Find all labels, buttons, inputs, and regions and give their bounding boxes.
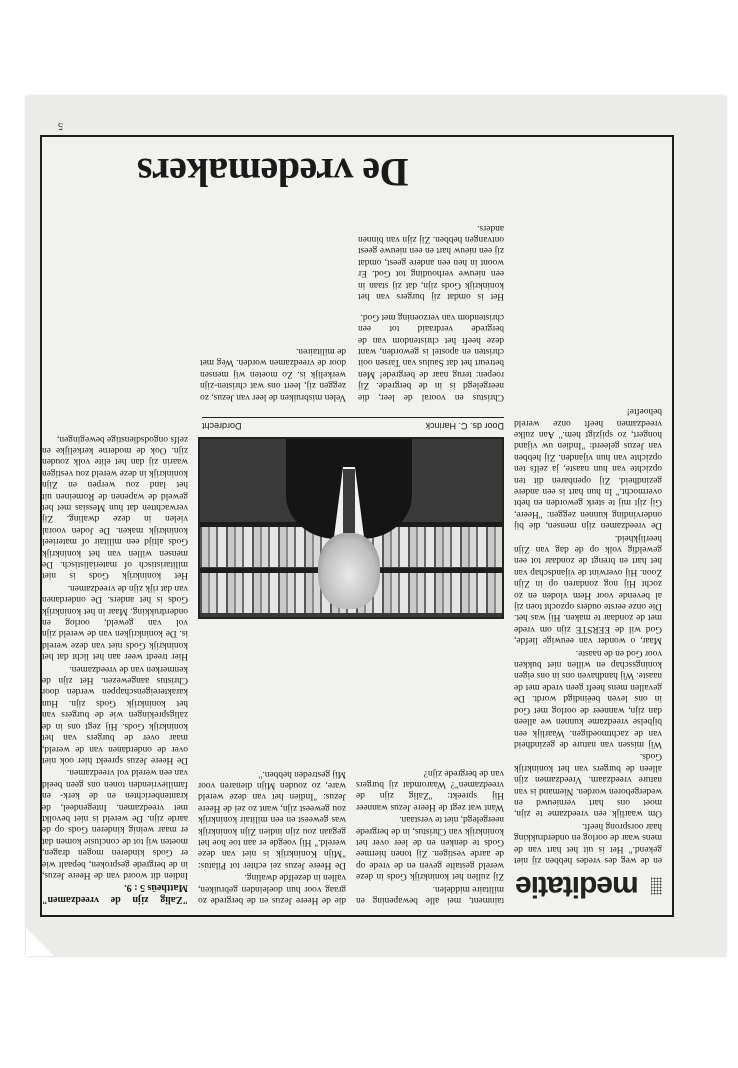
column-3-bottom — [200, 335, 346, 411]
paragraph: De Heere Jezus zei echter tot Pilatus: "Mijn Koninkrijk is niet van deze wereld." Hij voegde er aan toe hoe het gegaan zou zijn indien Zijn koninkrijk was geweest en een militair koninkrijk zou geweest zijn, want zo zei de Heere Jezus: "Indien het van deze wereld ware, zo zouden Mijn dienaren voor Mij gestreden hebben." — [198, 768, 346, 870]
column-2-bottom — [358, 212, 504, 411]
column-2-top — [356, 765, 504, 905]
scripture-lede: "Zalig zijn de vreedzamen" Mattheüs 5 : 9. — [42, 882, 188, 905]
headline: De vredemakers — [137, 150, 409, 195]
paragraph: Wij missen van nature de gezindheid van de zachtmoedigen. Waarlijk een bijbelse vreedzame kunnen we alleen dan zijn, wanneer de oorlog met God in ons leven beëindigd wordt. De gevallen mens heeft geen vrede met de naaste. Wij handhaven ons in ons eigen koningsschap en willen niet bukken voor God en de naaste. — [514, 647, 662, 749]
paragraph: tainment, mei alle bewapening en militaire middelen. — [356, 883, 504, 905]
paragraph: Het koninkrijk Gods is niet militaristisch of materialistisch. De mensen willen van het koninkrijk Gods altijd een militair of materieel koninkrijk maken. De Joden vooral vielen in deze dwaling. Zij verwachtten dat hun Messias met het geweld de wapenen de Romeinen uit het land zou werpen en Zijn koninkrijk in deze wereld zou vestigen waarin zij dan het elite volk zouden zijn. Ook de moderne kerkelijke en zelfs ongodsdienstige bewegingen, — [42, 433, 188, 581]
page-number: 5 — [58, 120, 63, 131]
article — [40, 135, 674, 917]
column-1 — [514, 404, 662, 865]
paragraph: Christus en vooral de leer, die neergelegd is in de bergrede. Zij roepen: terug naar de bergrede! Men betreurt het dat Saulus van Tarsen ooit christen en apostel is geworden, want deze heeft het christendom van de bergrede verdraaid tot een christendom van verzoening met God. — [358, 311, 504, 402]
paragraph: Indien dit woord van de Heere Jezus, in de bergrede gesproken, bepaalt wie er Gods kinderen mogen dragen, moeten wij tot de conclusie komen dat er maar weinig kinderen Gods op de aarde zijn. De wereld is niet bevolkt met vreedzamen. Integendeel, de krantenberichten en de kerk- en familievrienden tonen ons geen beeld van een wereld vol vreedzamen. — [42, 767, 188, 880]
paragraph: De Heere Jezus spreekt hier ook niet over de onderdanen van de wereld, maar over de burgers van het koninkrijk Gods. Hij zegt ons in de zaligsprekingen wie de burgers van het koninkrijk Gods zijn. Hun karaktereigenschappen werden door Christus aangewezen. Het zijn de kenmerken van de vreedzamen. — [42, 663, 188, 765]
section-label: meditatie — [516, 870, 639, 903]
paragraph: Zij zullen het koninkrijk Gods in deze wereld gestalte geven en de vrede op de aarde vestigen. Zij tonen hiermee Gods te denken en de leer over het koninkrijk van Christus, in de bergrede neergelegd, niet te verstaan. — [356, 814, 504, 882]
paragraph: Het is omdat zij burgers van het koninkrijk Gods zijn, dat zij staan in een nieuwe verhouding tot God. Er woont in hen een andere geest, omdat zij een nieuw hart en een nieuwe geest ontvangen hebben. Zij zijn van binnen anders. — [358, 222, 504, 301]
paragraph: Want wat zegt de Heere Jezus wanneer Hij spreekt: "Zalig zijn de vreedzamen"? Waaromdat zij burgers van de bergrede zijn? — [356, 767, 504, 812]
byline — [202, 417, 504, 433]
person-head — [318, 533, 380, 609]
paragraph: De vreedzamen zijn mensen, die bij ondervinding kunnen zeggen: "Heere, Gij zijt mij te sterk geworden en hebt overmocht." In hun hart is een andere gezindheid. Zij openbaren dit ten opzichte van hun naaste, ja zelfs ten opzichte van hun vijanden. Zij hebben van Jezus geleerd: "Indien uw vijand hongert, zo spijzigt hem." Aan zulke vreedzamen heeft onze wereld behoefte! — [514, 406, 662, 531]
paragraph: Velen misbruiken de leer van Jezus, zo zeggen zij, leert ons wat christen-zijn werkelijk is. Zo moeten wij mensen door de vreedzamen worden. Weg met de militairen. — [200, 345, 346, 402]
paragraph: die de Heere Jezus en de bergrede zo graag voor hun doeleinden gebruiken, vallen in dezelfde dwaling. — [198, 872, 346, 905]
section-banner — [512, 867, 662, 905]
byline-place: Dordrecht — [202, 421, 242, 431]
author-photo — [198, 437, 504, 619]
column-3-top — [198, 766, 346, 905]
byline-author: Door ds. C. Harinck — [425, 421, 504, 431]
column-4 — [42, 431, 188, 905]
halftone-dot-bar — [651, 877, 662, 895]
person-tie — [343, 469, 355, 533]
paragraph: Om waarlijk een vreedzame te zijn, moet ons hart vernieuwd en wedergeboren worden. Niemand is van nature vreedzaam. Vreedzamen zijn alleen de burgers van het koninkrijk Gods. — [514, 751, 662, 819]
paragraph: Maar, o wonder van eeuwige liefde, God wil de EERSTE zijn om vrede met de zondaar te maken. Hij was het. Die onze eerste ouders opzocht toen zij al bevende voor Hem vloden en zo zocht Hij nog zondaren op in Zijn Zoon. Hij overwint de vijandschap van het hart en brengt de zondaar tot een geweldig volk op de dag van Zijn heerlijkheid. — [514, 532, 662, 646]
paragraph: en de weg des vredes hebben zij niet gekend." Het is uit het hart van de mens waar de oorlog en onderdrukking haar oorsprong heeft. — [514, 820, 662, 865]
paragraph: Hier treedt weer aan het licht dat het koninkrijk Gods niet van deze wereld is. De koninkrijken van de wereld zijn vol van geweld, oorlog en onderdrukking. Maar in het koninkrijk Gods is het anders. De onderdanen van dat rijk zijn de vreedzamen. — [42, 582, 188, 662]
folded-corner — [26, 928, 54, 956]
